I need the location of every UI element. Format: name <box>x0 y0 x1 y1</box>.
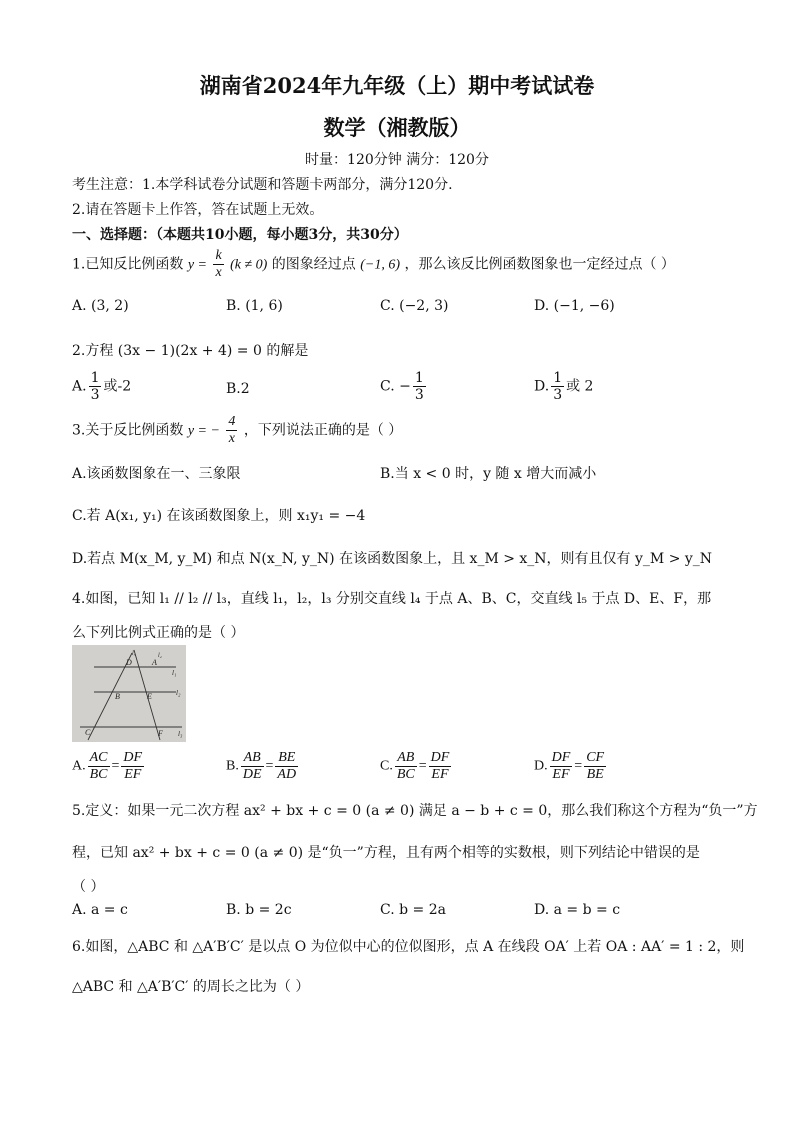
label-A: A <box>152 658 157 667</box>
q3-option-a: A.该函数图象在一、三象限 <box>72 466 241 482</box>
q5-option-a: A. a = c <box>72 902 128 918</box>
q4-b-frac-2 <box>275 750 298 783</box>
q2-a-label: A. <box>72 378 87 395</box>
q2-c-den: 3 <box>414 387 424 403</box>
q4-a-label: A. <box>72 758 86 774</box>
q2-option-d <box>534 370 593 403</box>
label-l4: l₄ <box>158 653 162 659</box>
q4-d-label: D. <box>534 758 548 774</box>
q4-option-d <box>534 750 608 783</box>
label-D: D <box>126 658 132 667</box>
q4-a-n2: DF <box>123 750 143 765</box>
label-l1: l₁ <box>172 669 177 677</box>
q4-c-label: C. <box>380 758 393 774</box>
q5-option-d: D. a = b = c <box>534 902 621 918</box>
q1-y-eq: y = <box>187 257 207 273</box>
q1-option-d: D. (−1, −6) <box>534 298 615 314</box>
label-l2: l₂ <box>176 689 181 697</box>
q3-option-b: B.当 x < 0 时，y 随 x 增大而减小 <box>380 466 597 482</box>
q2-option-c <box>380 370 428 403</box>
q4-b-n1: AB <box>241 750 264 767</box>
q4-b-d2: AD <box>277 767 297 782</box>
note-line-1: 考生注意：1.本学科试卷分试题和答题卡两部分，满分120分. <box>72 177 453 193</box>
section-heading: 一、选择题：（本题共10小题，每小题3分，共30分） <box>72 227 408 243</box>
q4-d-eq: = <box>574 758 583 774</box>
question-5-line-3: （ ） <box>72 879 105 895</box>
label-l5: l₅ <box>132 651 136 657</box>
q4-d-d2: BE <box>586 767 604 782</box>
q4-d-n2: CF <box>586 750 605 765</box>
question-1 <box>72 248 675 281</box>
q4-b-n2: BE <box>275 750 298 767</box>
label-C: C <box>85 728 91 737</box>
q4-a-eq: = <box>111 758 120 774</box>
q4-b-eq: = <box>265 758 274 774</box>
q5-option-c: C. b = 2a <box>380 902 446 918</box>
q2-a-suffix: 或-2 <box>103 378 132 395</box>
q4-option-b <box>226 750 300 783</box>
label-l3: l₃ <box>178 730 183 738</box>
q1-prefix: 1.已知反比例函数 <box>72 256 184 273</box>
q3-frac-den: x <box>228 431 235 446</box>
q4-option-a <box>72 750 146 783</box>
q2-d-fraction <box>551 370 564 403</box>
q4-a-n1: AC <box>89 750 108 765</box>
q4-option-c <box>380 750 453 783</box>
q2-d-den: 3 <box>553 387 563 403</box>
exam-title: 湖南省2024年九年级（上）期中考试试卷 <box>199 73 595 98</box>
question-6-line-2: △ABC 和 △A′B′C′ 的周长之比为（ ） <box>72 979 310 995</box>
q3-y-eq: y = − <box>187 423 220 439</box>
q4-b-frac-1 <box>241 750 264 783</box>
note-line-2: 2.请在答题卡上作答，答在试题上无效。 <box>72 202 324 218</box>
q5-option-b: B. b = 2c <box>226 902 292 918</box>
time-info: 时量：120分钟 满分：120分 <box>305 152 489 168</box>
q3-option-c: C.若 A(x₁, y₁) 在该函数图象上，则 x₁y₁ = −4 <box>72 508 366 524</box>
q4-c-d1: BC <box>396 767 415 782</box>
q1-option-a: A. (3, 2) <box>72 298 129 314</box>
question-4-line-1: 4.如图，已知 l₁ // l₂ // l₃，直线 l₁，l₂，l₃ 分别交直线 l₄ 于点 A、B、C，交直线 l₅ 于点 D、E、F，那 <box>72 591 712 607</box>
q4-b-d1: DE <box>242 767 262 782</box>
q2-c-fraction <box>413 370 426 403</box>
q3-option-d: D.若点 M(x_M, y_M) 和点 N(x_N, y_N) 在该函数图象上，且 x_M > x_N，则有且仅有 y_M > y_N <box>72 551 713 567</box>
q2-c-num: 1 <box>414 370 424 386</box>
q1-option-c: C. (−2, 3) <box>380 298 449 314</box>
q2-option-a <box>72 370 131 403</box>
q4-c-d2: EF <box>431 767 449 782</box>
q2-option-b: B.2 <box>226 381 250 397</box>
q3-frac-num: 4 <box>228 414 236 429</box>
q3-fraction <box>226 414 237 447</box>
q1-suffix: ，那么该反比例函数图象也一定经过点（ ） <box>404 256 675 273</box>
q4-a-frac-1 <box>88 750 110 783</box>
q2-d-label: D. <box>534 378 550 395</box>
question-6-line-1: 6.如图，△ABC 和 △A′B′C′ 是以点 O 为位似中心的位似图形，点 A 在线段 OA′ 上若 OA : AA′ = 1 : 2，则 <box>72 939 745 955</box>
q2-d-suffix: 或 2 <box>566 378 594 395</box>
question-5-line-1: 5.定义：如果一元二次方程 ax² + bx + c = 0 (a ≠ 0) 满足 a − b + c = 0，那么我们称这个方程为“负一”方 <box>72 803 758 819</box>
q4-d-d1: EF <box>552 767 570 782</box>
q1-point: (−1, 6) <box>360 257 401 273</box>
q4-a-d1: BC <box>89 767 108 782</box>
q2-d-num: 1 <box>553 370 563 386</box>
q4-c-frac-2 <box>429 750 452 783</box>
q2-a-num: 1 <box>90 370 100 386</box>
label-B: B <box>115 692 120 701</box>
q4-d-n1: DF <box>551 750 571 765</box>
label-F: F <box>158 729 163 738</box>
q4-a-d2: EF <box>124 767 142 782</box>
q1-option-b: B. (1, 6) <box>226 298 283 314</box>
q1-frac-num: k <box>215 248 222 263</box>
q4-c-frac-1 <box>395 750 417 783</box>
q1-condition: (k ≠ 0) <box>230 257 268 273</box>
question-3 <box>72 414 402 447</box>
q2-a-den: 3 <box>90 387 100 403</box>
exam-subtitle: 数学（湘教版） <box>323 115 471 140</box>
q3-suffix: ，下列说法正确的是（ ） <box>243 422 403 439</box>
label-E: E <box>147 692 152 701</box>
q4-d-frac-1 <box>550 750 573 783</box>
q1-mid: 的图象经过点 <box>271 256 356 273</box>
parallel-lines-figure <box>72 645 186 742</box>
q3-prefix: 3.关于反比例函数 <box>72 422 184 439</box>
question-5-line-2: 程，已知 ax² + bx + c = 0 (a ≠ 0) 是“负一”方程，且有两个相等的实数根，则下列结论中错误的是 <box>72 845 700 861</box>
question-2: 2.方程 (3x − 1)(2x + 4) = 0 的解是 <box>72 343 309 359</box>
q2-a-fraction <box>89 370 102 403</box>
q4-c-n1: AB <box>395 750 417 767</box>
q2-c-label: C. − <box>380 378 411 395</box>
q4-c-eq: = <box>418 758 427 774</box>
q1-frac-den: x <box>215 265 222 280</box>
q1-fraction <box>213 248 223 281</box>
q4-d-frac-2 <box>584 750 606 783</box>
q4-c-n2: DF <box>430 750 450 765</box>
q4-a-frac-2 <box>121 750 144 783</box>
q4-b-label: B. <box>226 758 239 774</box>
question-4-line-2: 么下列比例式正确的是（ ） <box>72 625 245 641</box>
